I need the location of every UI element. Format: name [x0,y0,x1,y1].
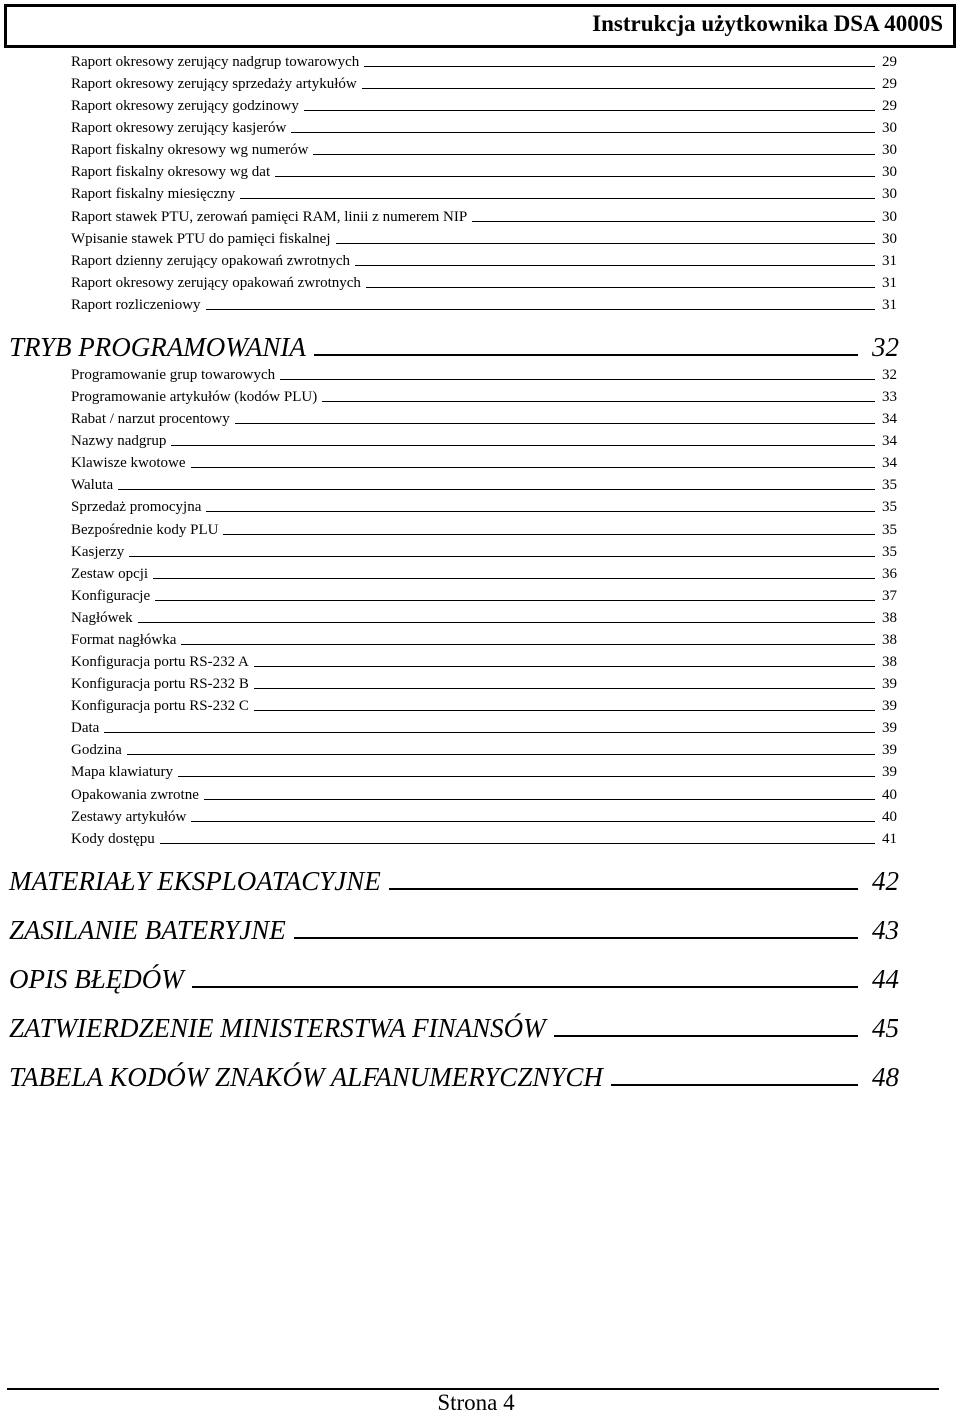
toc-entry-page: 30 [882,120,897,137]
toc-leader-line [314,354,858,356]
toc-entry-title: Konfiguracja portu RS-232 C [71,698,249,715]
toc-leader-line [304,110,875,111]
toc-entry-title: Konfiguracja portu RS-232 A [71,654,249,671]
toc-entry-title: Raport stawek PTU, zerowań pamięci RAM, linii z numerem NIP [71,208,468,225]
toc-entry-page: 29 [882,76,897,93]
toc-entry-page: 30 [882,142,897,159]
page-number: Strona 4 [437,1390,515,1415]
toc-entry-page: 32 [882,367,897,383]
toc-entry[interactable] [71,806,897,826]
toc-leader-line [171,445,875,446]
toc-entry-title: Raport okresowy zerujący nadgrup towarowych [71,54,360,70]
toc-entry-page: 38 [882,654,897,671]
toc-entry[interactable] [71,717,897,737]
toc-leader-line [364,66,875,67]
toc-leader-line [280,379,875,380]
toc-leader-line [554,1035,858,1037]
toc-leader-line [127,754,875,755]
toc-entry-page: 35 [882,499,897,516]
toc-leader-line [322,401,875,402]
toc-leader-line [336,243,875,244]
toc-leader-line [138,622,875,623]
toc-leader-line [191,821,875,822]
toc-entry-page: 40 [882,808,897,825]
toc-chapter-page: 42 [872,866,899,896]
toc-chapter[interactable] [9,860,899,896]
toc-entry-page: 34 [882,433,897,450]
toc-entry-title: Bezpośrednie kody PLU [71,521,219,538]
toc-entry-title: Zestaw opcji [71,565,149,582]
toc-entry-title: Raport fiskalny okresowy wg dat [71,164,271,181]
toc-entry[interactable] [71,430,897,450]
toc-leader-line [160,843,875,844]
toc-entry[interactable] [71,519,897,539]
toc-entry-page: 31 [882,296,897,313]
toc-entry-title: Programowanie grup towarowych [71,367,276,383]
toc-chapter-page: 44 [872,964,899,994]
toc-chapter-title: OPIS BŁĘDÓW [9,964,184,994]
toc-entry[interactable] [71,228,897,248]
toc-entry[interactable] [71,739,897,759]
toc-leader-line [472,221,875,222]
toc-entry-page: 35 [882,543,897,560]
toc-entry-page: 31 [882,274,897,291]
toc-entry-page: 33 [882,389,897,406]
toc-chapter-title: ZASILANIE BATERYJNE [9,915,286,945]
toc-entry-title: Kody dostępu [71,830,155,847]
toc-leader-line [389,888,858,890]
toc-entry-title: Mapa klawiatury [71,764,174,781]
toc-leader-line [611,1084,858,1086]
toc-entry-title: Klawisze kwotowe [71,455,186,472]
toc-leader-line [204,799,875,800]
toc-entry-title: Raport okresowy zerujący sprzedaży artykułów [71,76,357,93]
toc-entry[interactable] [71,629,897,649]
toc-leader-line [129,556,875,557]
toc-leader-line [181,644,875,645]
toc-entry[interactable] [71,117,897,137]
toc-leader-line [291,132,875,133]
toc-entry-title: Zestawy artykułów [71,808,187,825]
toc-leader-line [355,265,875,266]
toc-leader-line [178,776,875,777]
toc-entry-page: 38 [882,631,897,648]
toc-chapter[interactable] [9,1007,899,1043]
toc-entry-title: Raport okresowy zerujący kasjerów [71,120,287,137]
toc-entry-page: 39 [882,742,897,759]
toc-entry-title: Raport dzienny zerujący opakowań zwrotnych [71,252,351,269]
toc-leader-line [275,176,875,177]
toc-entry-title: Godzina [71,742,122,759]
toc-chapter-page: 43 [872,915,899,945]
toc-entry[interactable] [71,673,897,693]
toc-entry[interactable] [71,206,897,226]
toc-leader-line [240,198,875,199]
toc-entry-title: Format nagłówka [71,631,177,648]
toc-entry[interactable] [71,695,897,715]
toc-entry-page: 37 [882,587,897,604]
toc-leader-line [104,732,875,733]
document-title: Instrukcja użytkownika DSA 4000S [592,11,943,36]
toc-entry-page: 35 [882,477,897,494]
toc-leader-line [191,467,875,468]
toc-entry-title: Programowanie artykułów (kodów PLU) [71,389,318,406]
toc-chapter[interactable] [9,1056,899,1092]
toc-chapter-title: ZATWIERDZENIE MINISTERSTWA FINANSÓW [9,1013,546,1043]
toc-leader-line [155,600,875,601]
toc-entry-page: 30 [882,230,897,247]
toc-leader-line [223,534,875,535]
toc-entry-page: 34 [882,411,897,428]
toc-entry[interactable] [71,272,897,292]
toc-entry-title: Raport okresowy zerujący opakowań zwrotnych [71,274,361,291]
toc-entry[interactable] [71,161,897,181]
toc-leader-line [254,666,875,667]
toc-entry-page: 39 [882,676,897,693]
toc-entry[interactable] [71,496,897,516]
toc-leader-line [206,309,875,310]
toc-entry-title: Raport fiskalny okresowy wg numerów [71,142,309,159]
toc-leader-line [206,511,875,512]
toc-entry[interactable] [71,607,897,627]
toc-entry-title: Sprzedaż promocyjna [71,499,202,516]
toc-entry-page: 30 [882,186,897,203]
toc-entry-page: 39 [882,698,897,715]
toc-entry[interactable] [71,139,897,159]
toc-entry-title: Wpisanie stawek PTU do pamięci fiskalnej [71,230,331,247]
toc-chapter-title: TABELA KODÓW ZNAKÓW ALFANUMERYCZNYCH [9,1062,603,1092]
toc-entry[interactable] [71,761,897,781]
toc-entry[interactable] [71,95,897,115]
toc-entry-page: 30 [882,164,897,181]
toc-entry-title: Raport rozliczeniowy [71,296,201,313]
toc-entry-page: 38 [882,609,897,626]
toc-entry[interactable] [71,828,897,848]
toc-entry-page: 29 [882,54,897,70]
toc-entry[interactable] [71,73,897,93]
toc-leader-line [192,986,858,988]
toc-entry-title: Konfiguracje [71,587,151,604]
toc-entry-page: 29 [882,98,897,115]
toc-chapter[interactable] [9,326,899,362]
toc-entry-page: 41 [882,830,897,847]
toc-chapter[interactable] [9,909,899,945]
toc-entry[interactable] [71,563,897,583]
toc-entry-title: Raport fiskalny miesięczny [71,186,236,203]
toc-entry-page: 40 [882,786,897,803]
toc-entry-page: 30 [882,208,897,225]
toc-entry-title: Konfiguracja portu RS-232 B [71,676,249,693]
toc-leader-line [118,489,875,490]
toc-leader-line [294,937,858,939]
toc-entry-title: Nagłówek [71,609,133,626]
toc-chapter[interactable] [9,958,899,994]
toc-leader-line [362,88,875,89]
toc-entry-page: 34 [882,455,897,472]
toc-entry[interactable] [71,651,897,671]
toc-leader-line [254,710,875,711]
toc-chapter-title: TRYB PROGRAMOWANIA [9,332,306,362]
toc-entry-title: Opakowania zwrotne [71,786,199,803]
toc-entry[interactable] [71,541,897,561]
toc-entry-title: Waluta [71,477,114,494]
toc-leader-line [153,578,875,579]
toc-entry[interactable] [71,51,897,71]
toc-leader-line [254,688,875,689]
toc-entry[interactable] [71,386,897,406]
toc-entry-title: Data [71,720,100,737]
toc-entry-page: 39 [882,764,897,781]
toc-entry[interactable] [71,784,897,804]
toc-entry-title: Raport okresowy zerujący godzinowy [71,98,299,115]
page-header [4,4,956,48]
toc-chapter-title: MATERIAŁY EKSPLOATACYJNE [9,866,381,896]
toc-entry-page: 35 [882,521,897,538]
toc-chapter-page: 32 [872,332,899,362]
toc-entry[interactable] [71,474,897,494]
toc-entry[interactable] [71,452,897,472]
toc-entry-page: 39 [882,720,897,737]
toc-entry-page: 31 [882,252,897,269]
toc-entry[interactable] [71,250,897,270]
toc-leader-line [366,287,875,288]
toc-entry[interactable] [71,183,897,203]
toc-chapter-page: 45 [872,1013,899,1043]
toc-entry[interactable] [71,294,897,314]
toc-entry[interactable] [71,364,897,384]
toc-leader-line [313,154,875,155]
toc-entry-title: Nazwy nadgrup [71,433,167,450]
toc-entry-title: Rabat / narzut procentowy [71,411,230,428]
toc-entry[interactable] [71,585,897,605]
toc-entry-title: Kasjerzy [71,543,125,560]
toc-chapter-page: 48 [872,1062,899,1092]
toc-entry[interactable] [71,408,897,428]
toc-leader-line [235,423,875,424]
toc-entry-page: 36 [882,565,897,582]
